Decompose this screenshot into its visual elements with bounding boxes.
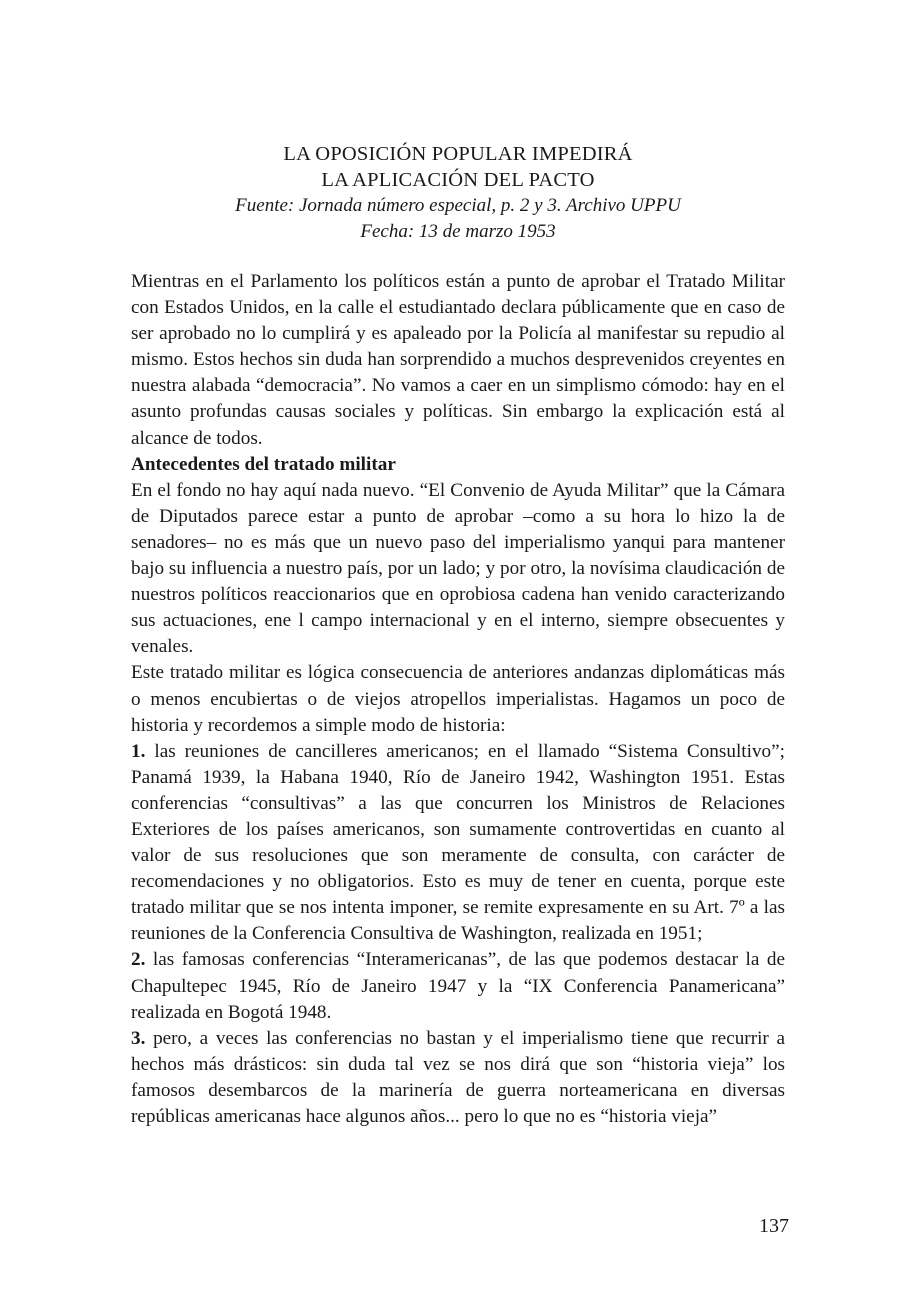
list-item-number: 1. <box>131 740 146 762</box>
article-title-line-2: LA APLICACIÓN DEL PACTO <box>321 169 595 191</box>
article-header <box>131 141 785 245</box>
intro-paragraph: Mientras en el Parlamento los políticos están a punto de aprobar el Tratado Militar con Estados Unidos, en la calle el estudiantado declara públicamente que en caso de ser aprobado no lo cumplirá y es apaleado por la Policía al manifestar su repudio al mismo. Estos hechos sin duda han sorprendido a muchos desprevenidos creyentes en nuestra alabada “democracia”. No vamos a caer en un simplismo cómodo: hay en el asunto profundas causas sociales y políticas. Sin embargo la explicación está al alcance de todos. <box>131 271 785 449</box>
article-body <box>131 269 785 1130</box>
list-item-text: las reuniones de cancilleres americanos; en el llamado “Sistema Consultivo”; Panamá 1939, la Habana 1940, Río de Janeiro 1942, Washington 1951. Estas conferencias “consultivas” a las que concurren los Ministros de Relaciones Exteriores de los países americanos, son sumamente controvertidas en cuanto al valor de sus resoluciones que son meramente de consulta, con carácter de recomendaciones y no obligatorios. Esto es muy de tener en cuenta, porque este tratado militar que se nos intenta imponer, se remite expresamente en su Art. 7º a las reuniones de la Conferencia Consultiva de Washington, realizada en 1951; <box>131 740 785 945</box>
publication-date: Fecha: 13 de marzo 1953 <box>360 221 556 242</box>
list-item-number: 3. <box>131 1027 146 1049</box>
source-citation: Fuente: Jornada número especial, p. 2 y 3. Archivo UPPU <box>235 195 681 216</box>
section-heading: Antecedentes del tratado militar <box>131 453 396 475</box>
paragraph-background: En el fondo no hay aquí nada nuevo. “El Convenio de Ayuda Militar” que la Cámara de Diputados parece estar a punto de aprobar –como a su hora lo hizo la de senadores– no es más que un nuevo paso del imperialismo yanqui para mantener bajo su influencia a nuestro país, por un lado; y por otro, la novísima claudicación de nuestros políticos reaccionarios que en oprobiosa cadena han venido caracterizando sus actuaciones, ene l campo internacional y en el interno, siempre obsecuentes y venales. <box>131 479 785 658</box>
list-item-number: 2. <box>131 949 146 971</box>
article-title-line-1: LA OPOSICIÓN POPULAR IMPEDIRÁ <box>283 143 633 165</box>
document-page <box>131 0 785 1305</box>
list-item-text: las famosas conferencias “Interamericanas”, de las que podemos destacar la de Chapultepec 1945, Río de Janeiro 1947 y la “IX Conferencia Panamericana” realizada en Bogotá 1948. <box>131 949 785 1023</box>
page-number: 137 <box>759 1215 789 1237</box>
list-item-1 <box>131 739 785 948</box>
paragraph-history: Este tratado militar es lógica consecuencia de anteriores andanzas diplomáticas más o menos encubiertas o de viejos atropellos imperialistas. Hagamos un poco de historia y recordemos a simple modo de historia: <box>131 662 785 736</box>
list-item-3 <box>131 1026 785 1130</box>
list-item-2 <box>131 947 785 1025</box>
list-item-text: pero, a veces las conferencias no bastan y el imperialismo tiene que recurrir a hechos más drásticos: sin duda tal vez se nos dirá que son “historia vieja” los famosos desembarcos de la marinería de guerra norteamericana en diversas repúblicas americanas hace algunos años... pero lo que no es “historia vieja” <box>131 1027 785 1127</box>
